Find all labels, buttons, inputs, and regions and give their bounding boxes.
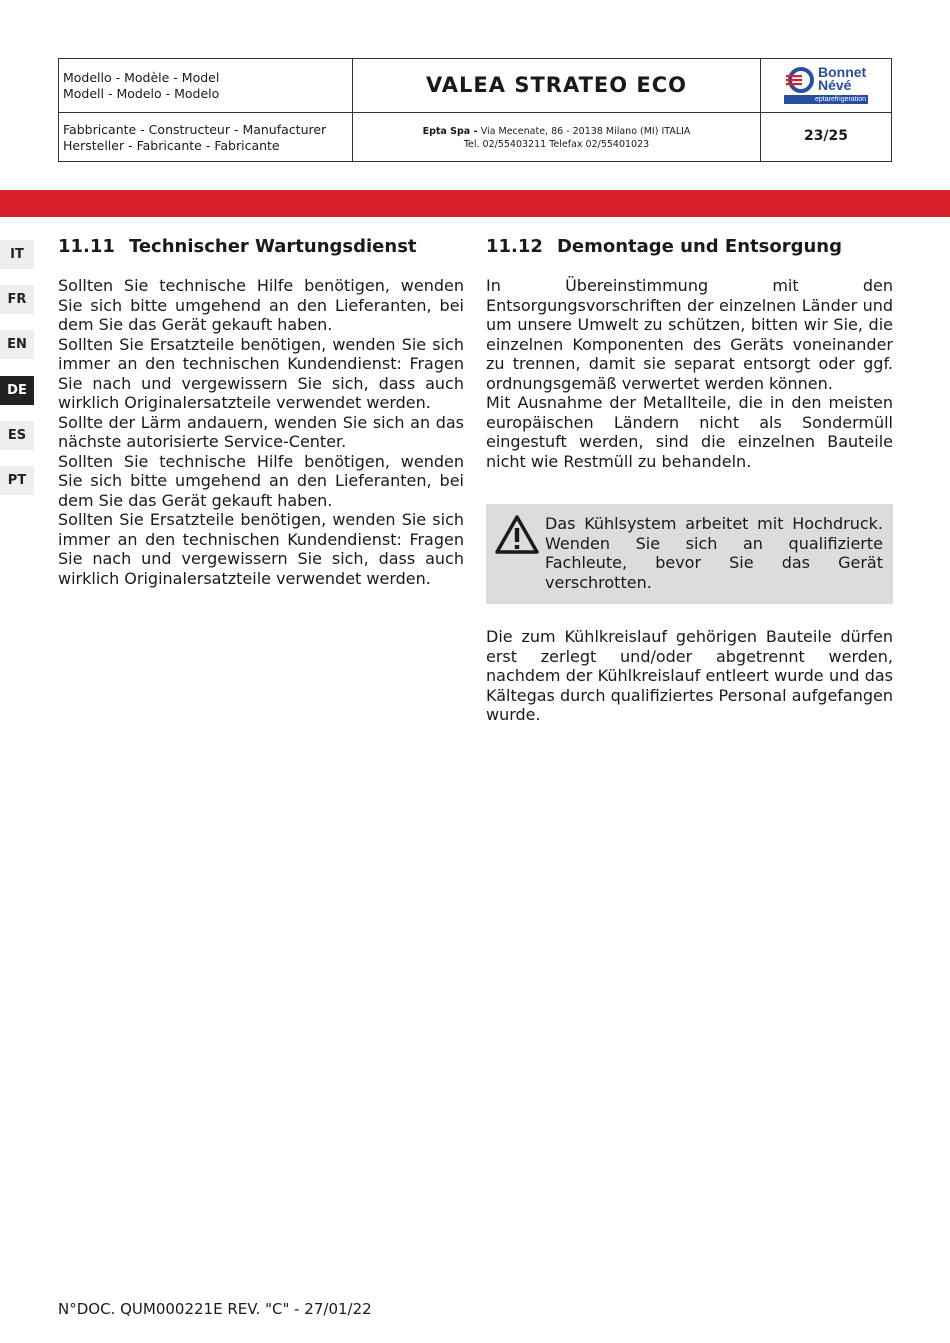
- manufacturer-label-line2: Hersteller - Fabricante - Fabricante: [63, 138, 280, 153]
- page-indicator: 23/25: [803, 128, 849, 144]
- lang-tab-fr[interactable]: FR: [0, 285, 34, 314]
- manufacturer-label-line1: Fabbricante - Constructeur - Manufacturer: [63, 122, 327, 137]
- model-label-line2: Modell - Modelo - Modelo: [63, 86, 220, 101]
- paragraph: In Übereinstimmung mit den Entsorgungsvorschriften der einzelnen Länder und um unsere Umwelt zu schützen, bitten wir Sie, die einzelnen Komponenten des Geräts voneinander zu trennen, damit sie separat entsorgt oder ggf. ordnungsgemäß verwertet werden können.: [486, 276, 893, 393]
- manufacturer-address: [353, 125, 760, 151]
- company-address: Via Mecenate, 86 - 20138 Milano (MI) ITALIA: [480, 126, 691, 137]
- section-number: 11.11: [58, 236, 115, 257]
- lang-tab-en[interactable]: EN: [0, 330, 34, 359]
- lang-tab-it[interactable]: IT: [0, 240, 34, 269]
- document-reference: N°DOC. QUM000221E REV. "C" - 27/01/22: [58, 1300, 372, 1318]
- lang-tab-es[interactable]: ES: [0, 421, 34, 450]
- section-number: 11.12: [486, 236, 543, 257]
- red-header-band: [0, 190, 950, 217]
- logo-emblem-icon: [786, 66, 816, 94]
- warning-box: [486, 504, 893, 604]
- paragraph: Sollten Sie Ersatzteile benötigen, wenden Sie sich immer an den technischen Kundendienst: Fragen Sie nach und vergewissern Sie sich, dass auch wirklich Originalersatzteile verwendet werden.: [58, 334, 464, 412]
- paragraph: Sollten Sie Ersatzteile benötigen, wenden Sie sich immer an den technischen Kundendienst: Fragen Sie nach und vergewissern Sie sich, dass auch wirklich Originalersatzteile verwendet werden.: [58, 510, 464, 588]
- section-heading-11-11: [58, 236, 417, 258]
- model-label-line1: Modello - Modèle - Model: [63, 70, 220, 85]
- right-section-outro: Die zum Kühlkreislauf gehörigen Bauteile dürfen erst zerlegt und/oder abgetrennt werden, nachdem der Kühlkreislauf entleert wurde und das Kältegas durch qualifiziertes Personal aufgefangen wurde.: [486, 627, 893, 724]
- paragraph: Sollten Sie technische Hilfe benötigen, wenden Sie sich bitte umgehend an den Lieferanten, bei dem Sie das Gerät gekauft haben.: [58, 276, 464, 334]
- document-header: [58, 58, 892, 162]
- lang-tab-de[interactable]: DE: [0, 376, 34, 405]
- right-section-intro: [486, 276, 893, 471]
- warning-triangle-icon: [494, 514, 540, 556]
- section-heading-11-12: [486, 236, 842, 258]
- section-title: Demontage und Entsorgung: [556, 236, 842, 257]
- company-phone-fax: Tel. 02/55403211 Telefax 02/55401023: [463, 139, 650, 150]
- logo-text-line1: Bonnet: [818, 64, 867, 80]
- section-title: Technischer Wartungsdienst: [128, 236, 417, 257]
- product-name: VALEA STRATEO ECO: [425, 73, 688, 97]
- paragraph: Sollte der Lärm andauern, wenden Sie sich an das nächste autorisierte Service-Center.: [58, 412, 464, 451]
- paragraph: Sollten Sie technische Hilfe benötigen, wenden Sie sich bitte umgehend an den Lieferanten, bei dem Sie das Gerät gekauft haben.: [58, 451, 464, 510]
- warning-text: Das Kühlsystem arbeitet mit Hochdruck. Wenden Sie sich an qualifizierte Fachleute, bevor Sie das Gerät verschrotten.: [545, 514, 883, 592]
- paragraph: Mit Ausnahme der Metallteile, die in den meisten europäischen Ländern nicht als Sondermüll eingestuft werden, sind die einzelnen Bauteile nicht wie Restmüll zu behandeln.: [486, 393, 893, 471]
- logo-text-line2: Névé: [818, 77, 852, 93]
- left-section-body: [58, 276, 464, 588]
- lang-tab-pt[interactable]: PT: [0, 466, 34, 495]
- bonnet-neve-logo: [784, 64, 870, 106]
- logo-subtitle: eptarefrigeration: [784, 95, 868, 104]
- model-label: [59, 70, 352, 102]
- manufacturer-label: [59, 122, 352, 154]
- company-name: Epta Spa -: [422, 126, 481, 137]
